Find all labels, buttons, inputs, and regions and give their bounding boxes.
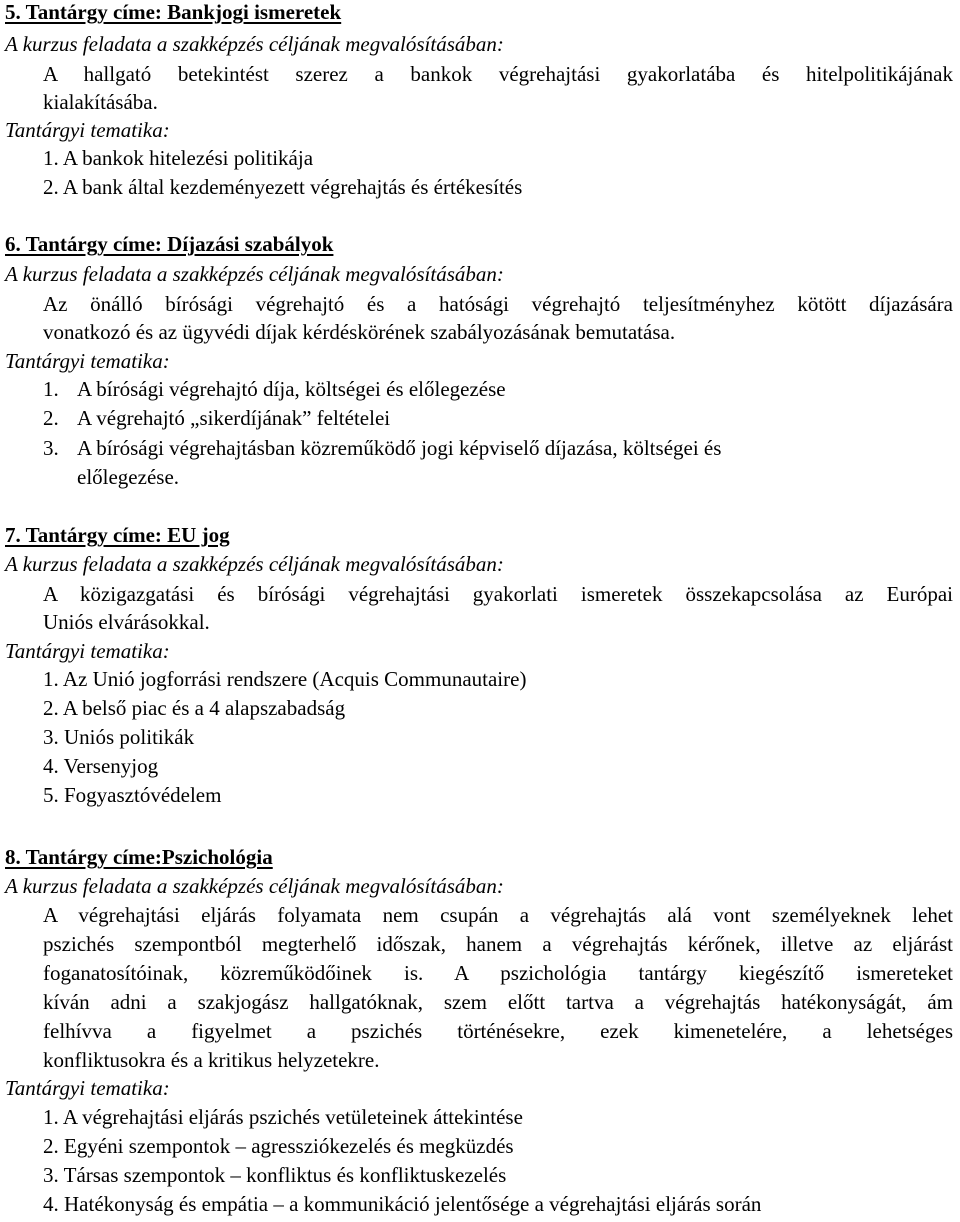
section-7-topic: 5. Fogyasztóvédelem — [43, 783, 222, 807]
section-6-desc-line: Az önálló bírósági végrehajtó és a hatósági végrehajtó teljesítményhez kötött díjazására — [43, 292, 953, 316]
section-7-topic: 1. Az Unió jogforrási rendszere (Acquis Communautaire) — [43, 667, 527, 691]
section-6-title: 6. Tantárgy címe: Díjazási szabályok — [5, 232, 334, 256]
section-6-topics-label: Tantárgyi tematika: — [5, 349, 170, 373]
section-8-desc-line: foganatosítóinak, közreműködőinek is. A pszichológia tantárgy kiegészítő ismereteket — [43, 961, 953, 985]
topic-number: 2. — [43, 406, 59, 430]
section-7-topic: 4. Versenyjog — [43, 754, 159, 778]
section-6-task-label: A kurzus feladata a szakképzés céljának megvalósításában: — [5, 262, 504, 286]
section-5-topic: 2. A bank által kezdeményezett végrehajtás és értékesítés — [43, 175, 523, 199]
section-5-title: 5. Tantárgy címe: Bankjogi ismeretek — [5, 0, 342, 24]
section-7-topic: 3. Uniós politikák — [43, 725, 195, 749]
section-8-task-label: A kurzus feladata a szakképzés céljának megvalósításában: — [5, 874, 504, 898]
topic-number: 1. — [43, 377, 59, 401]
topic-number: 3. — [43, 436, 59, 460]
section-8-desc-line: pszichés szempontból megterhelő időszak, hanem a végrehajtás kérőnek, illetve az eljárást — [43, 932, 953, 956]
section-8-topic: 2. Egyéni szempontok – agressziókezelés és megküzdés — [43, 1134, 514, 1158]
section-5-topic: 1. A bankok hitelezési politikája — [43, 146, 314, 170]
section-5-desc-line: A hallgató betekintést szerez a bankok végrehajtási gyakorlatába és hitelpolitikájának — [43, 62, 953, 86]
section-8-title: 8. Tantárgy címe:Pszichológia — [5, 845, 273, 869]
section-7-topics-label: Tantárgyi tematika: — [5, 639, 170, 663]
section-8-topic: 3. Társas szempontok – konfliktus és konfliktuskezelés — [43, 1163, 507, 1187]
topic-text: A bírósági végrehajtó díja, költségei és előlegezése — [77, 377, 506, 401]
section-5-task-label: A kurzus feladata a szakképzés céljának megvalósításában: — [5, 32, 504, 56]
section-6-topic — [43, 377, 506, 401]
section-7-topic: 2. A belső piac és a 4 alapszabadság — [43, 696, 346, 720]
section-7-desc-line: A közigazgatási és bírósági végrehajtási gyakorlati ismeretek összekapcsolása az Európai — [43, 582, 953, 606]
section-7-desc-line: Uniós elvárásokkal. — [43, 610, 210, 634]
section-5-topics-label: Tantárgyi tematika: — [5, 118, 170, 142]
section-7-task-label: A kurzus feladata a szakképzés céljának megvalósításában: — [5, 552, 504, 576]
section-7-title: 7. Tantárgy címe: EU jog — [5, 523, 230, 547]
section-8-desc-line: konfliktusokra és a kritikus helyzetekre. — [43, 1048, 380, 1072]
topic-text: A végrehajtó „sikerdíjának” feltételei — [77, 406, 391, 430]
section-8-topic: 1. A végrehajtási eljárás pszichés vetületeinek áttekintése — [43, 1105, 523, 1129]
topic-text: A bírósági végrehajtásban közreműködő jogi képviselő díjazása, költségei és — [77, 436, 722, 460]
section-6-desc-line: vonatkozó és az ügyvédi díjak kérdéskörének szabályozásának bemutatása. — [43, 320, 676, 344]
section-5-desc-line: kialakításába. — [43, 90, 158, 114]
section-8-desc-line: felhívva a figyelmet a pszichés történésekre, ezek kimenetelére, a lehetséges — [43, 1019, 953, 1043]
section-6-topic-continuation: előlegezése. — [77, 465, 180, 489]
section-6-topic — [43, 436, 721, 460]
section-8-desc-line: A végrehajtási eljárás folyamata nem csupán a végrehajtás alá vont személyeknek lehet — [43, 903, 953, 927]
section-6-topic — [43, 406, 390, 430]
section-8-topics-label: Tantárgyi tematika: — [5, 1076, 170, 1100]
section-8-topic: 4. Hatékonyság és empátia – a kommunikáció jelentősége a végrehajtási eljárás során — [43, 1192, 762, 1216]
section-8-desc-line: kíván adni a szakjogász hallgatóknak, szem előtt tartva a végrehajtás hatékonyságát, ám — [43, 990, 953, 1014]
